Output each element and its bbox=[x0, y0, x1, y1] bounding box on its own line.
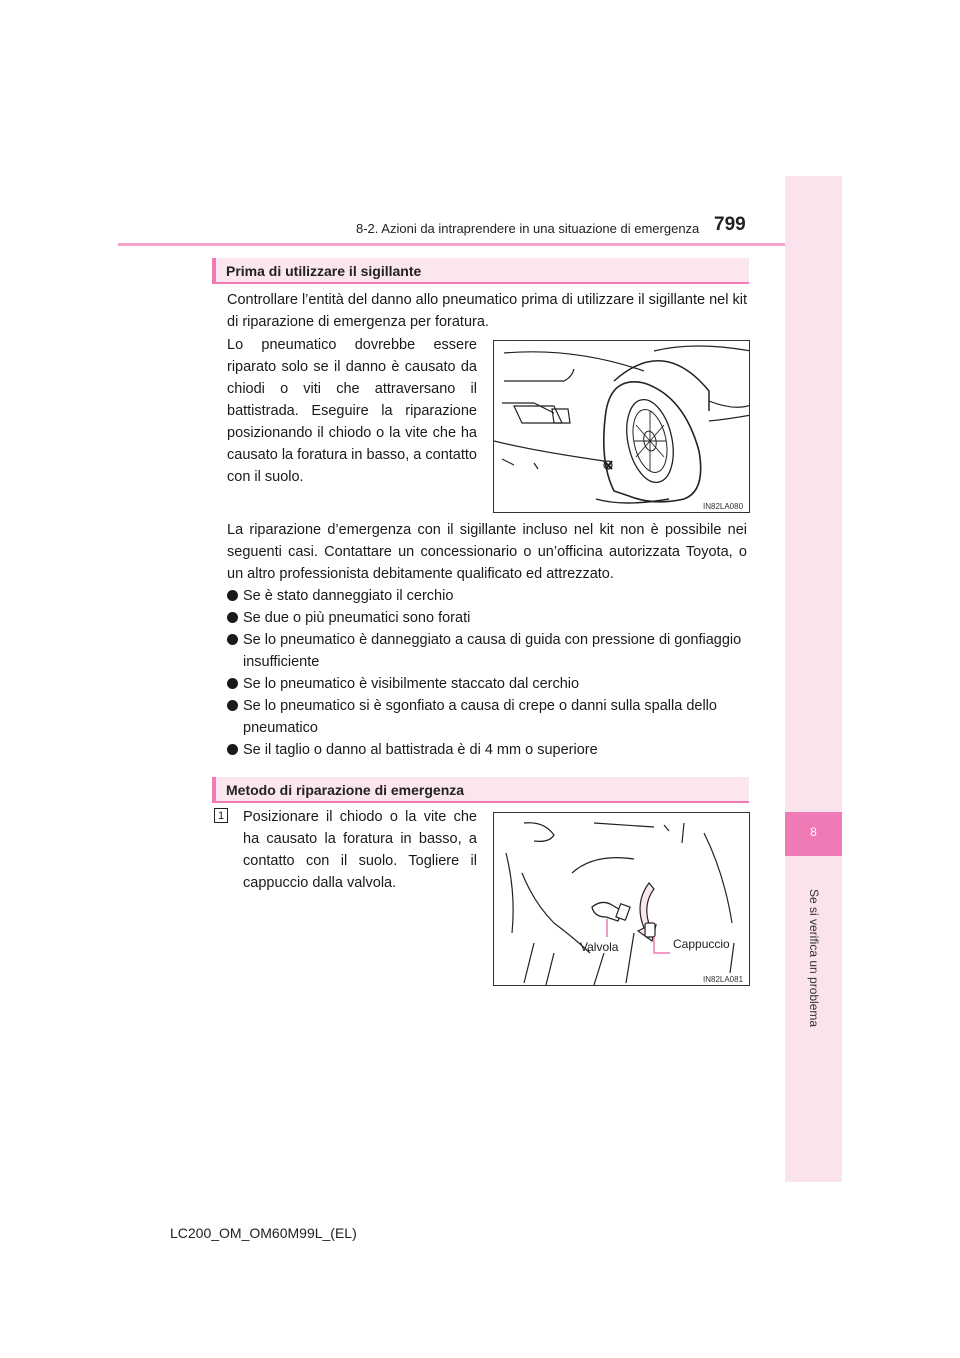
valve-cap-illustration bbox=[494, 813, 750, 986]
figure-valve-cap bbox=[493, 812, 750, 986]
header-rule bbox=[118, 243, 840, 246]
figure-flat-tire bbox=[493, 340, 750, 513]
bullet-icon bbox=[227, 678, 238, 689]
list-item: Se è stato danneggiato il cerchio bbox=[227, 585, 747, 607]
bullet-icon bbox=[227, 744, 238, 755]
section-title: 8-2. Azioni da intraprendere in una situazione di emergenza bbox=[356, 221, 700, 236]
chapter-number: 8 bbox=[810, 825, 817, 839]
footer-doc-code: LC200_OM_OM60M99L_(EL) bbox=[170, 1225, 357, 1241]
list-item: Se lo pneumatico si è sgonfiato a causa di crepe o danni sulla spalla dello pneumatico bbox=[227, 695, 747, 739]
bullet-icon bbox=[227, 700, 238, 711]
list-item: Se il taglio o danno al battistrada è di 4 mm o superiore bbox=[227, 739, 747, 761]
section-heading-before-sealant: Prima di utilizzare il sigillante bbox=[212, 258, 749, 284]
step-1-paragraph: Posizionare il chiodo o la vite che ha causato la foratura in basso, a contatto con il suolo. Togliere il cappuccio dalla valvola. bbox=[243, 809, 477, 891]
list-item: Se lo pneumatico è danneggiato a causa di guida con pressione di gonfiaggio insufficiente bbox=[227, 629, 747, 673]
section-heading-repair-method: Metodo di riparazione di emergenza bbox=[212, 777, 749, 803]
bullet-icon bbox=[227, 590, 238, 601]
valve-label: Valvola bbox=[580, 940, 619, 954]
bullet-icon bbox=[227, 634, 238, 645]
flat-tire-illustration bbox=[494, 341, 750, 513]
page-number: 799 bbox=[714, 214, 746, 235]
cannot-repair-list bbox=[227, 585, 747, 761]
repair-condition-paragraph: Lo pneumatico dovrebbe essere riparato solo se il danno è causato da chiodi o viti che attraversano il battistrada. Eseguire la riparazione posizionando il chiodo o la vite che ha causato la foratura in basso, a contatto con il suolo. bbox=[227, 337, 477, 485]
bullet-icon bbox=[227, 612, 238, 623]
list-item: Se lo pneumatico è visibilmente staccato dal cerchio bbox=[227, 673, 747, 695]
figure-code: IN82LA081 bbox=[703, 975, 744, 984]
step-number-badge: 1 bbox=[214, 808, 228, 823]
figure-code: IN82LA080 bbox=[703, 502, 744, 511]
chapter-title: Se si verifica un problema bbox=[807, 888, 821, 1028]
list-item: Se due o più pneumatici sono forati bbox=[227, 607, 747, 629]
intro-paragraph: Controllare l’entità del danno allo pneumatico prima di utilizzare il sigillante nel kit di riparazione di emergenza per foratura. bbox=[227, 292, 747, 330]
cannot-repair-paragraph: La riparazione d’emergenza con il sigillante incluso nel kit non è possibile nei seguenti casi. Contattare un concessionario o un’officina autorizzata Toyota, o un altro professionista debitamente qualificato ed attrezzato. bbox=[227, 522, 747, 582]
cap-label: Cappuccio bbox=[673, 937, 730, 951]
